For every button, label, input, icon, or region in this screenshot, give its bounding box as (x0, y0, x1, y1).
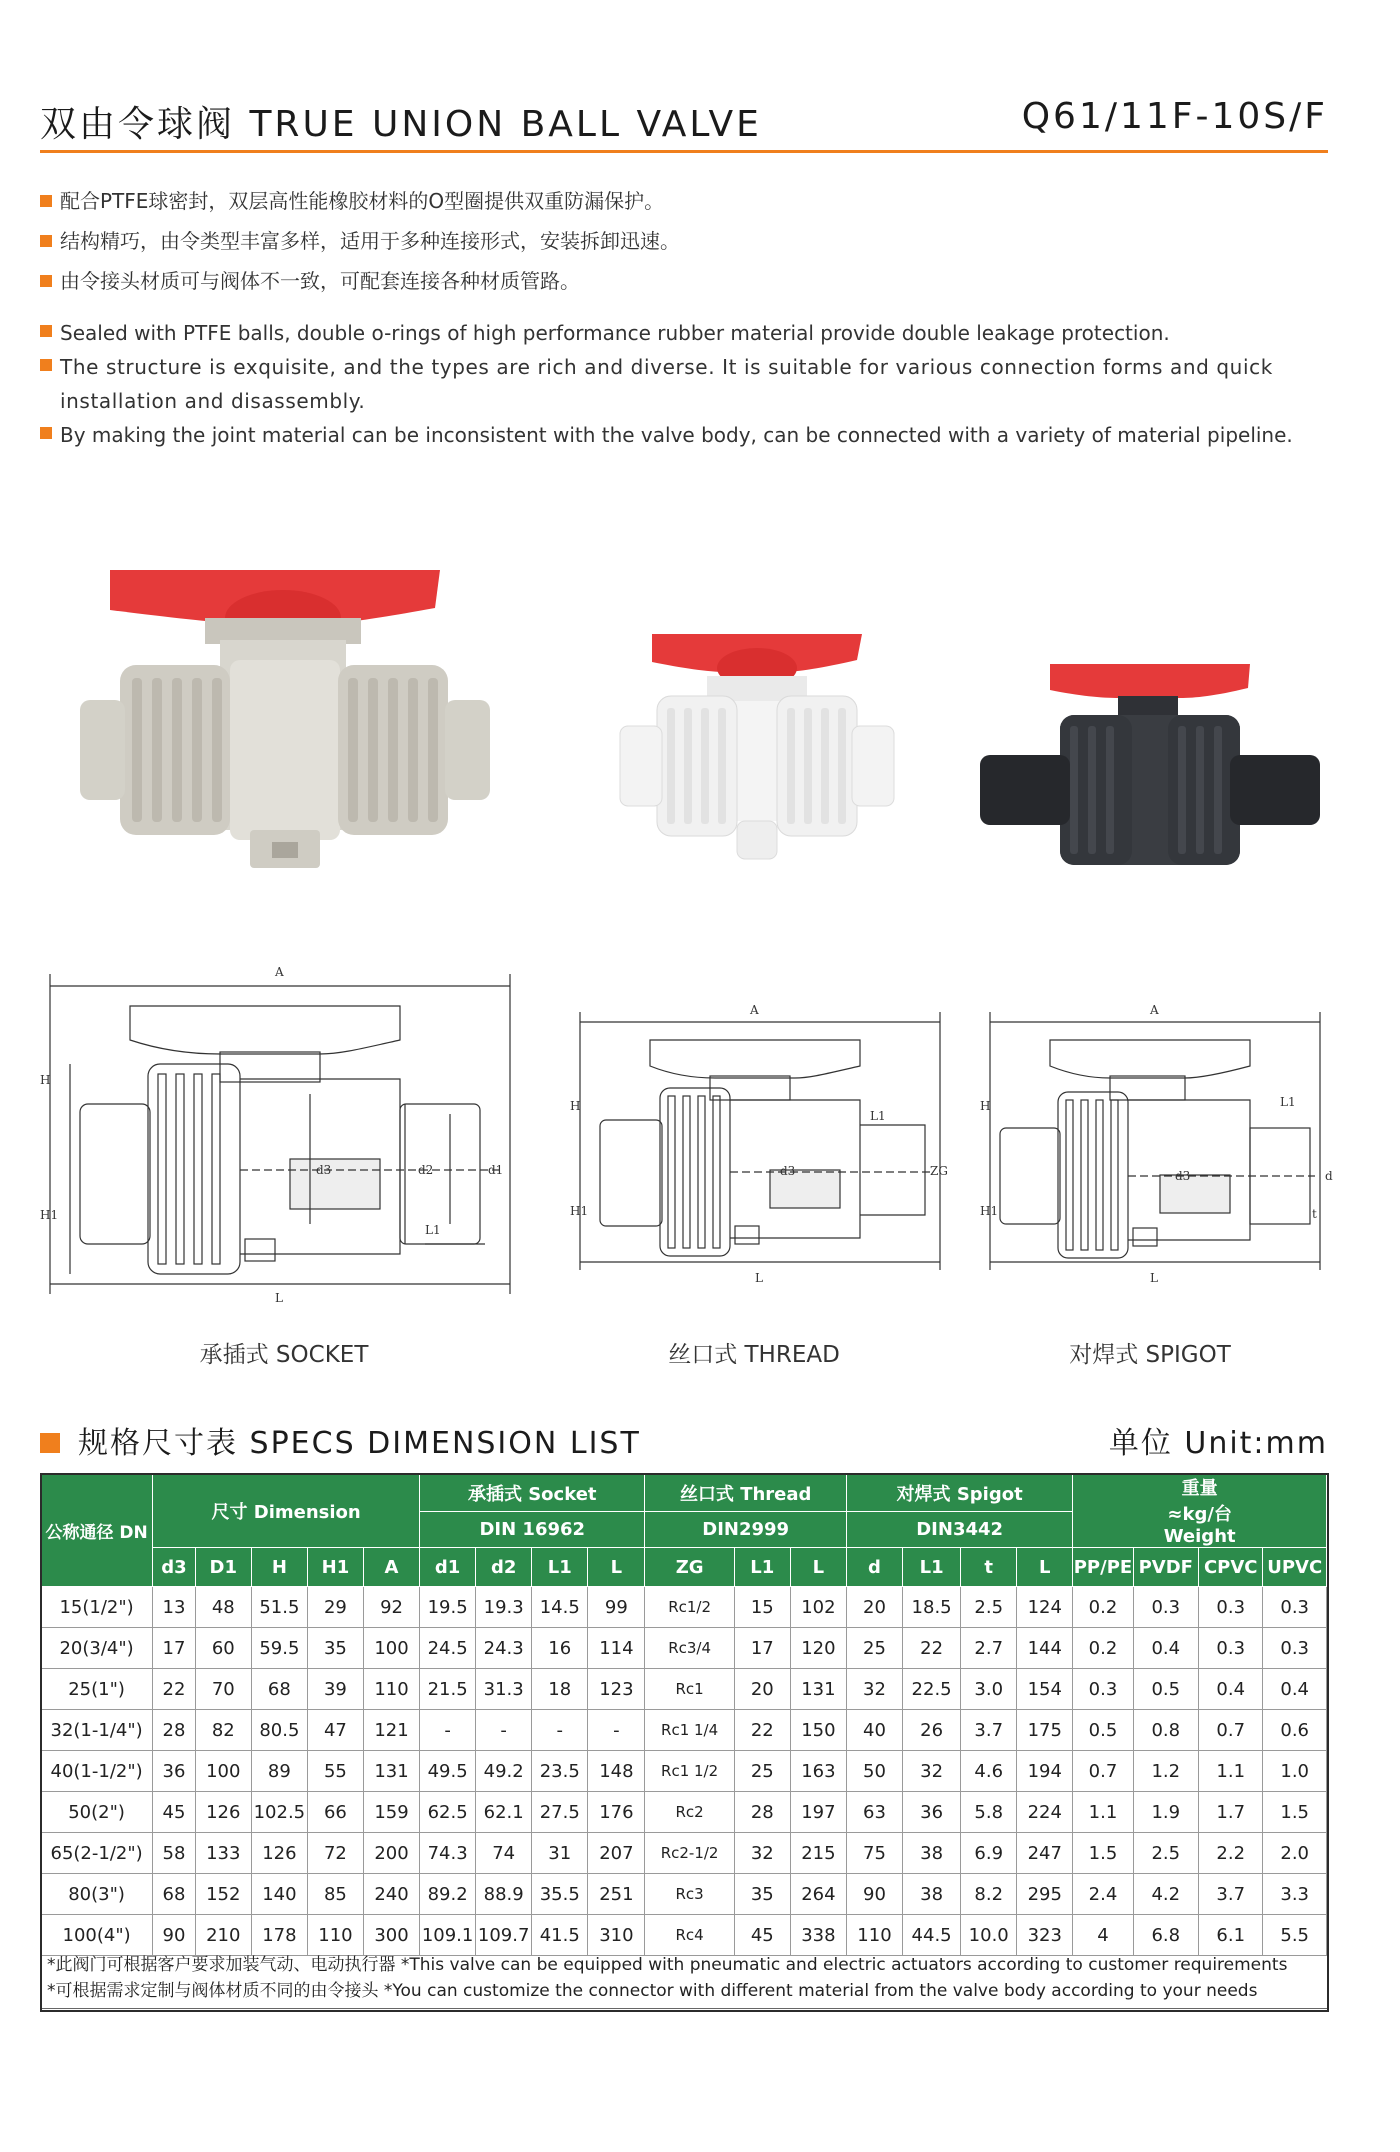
table-cell: 74 (476, 1833, 532, 1874)
bullet-square-icon (40, 195, 52, 207)
table-cell: 21.5 (420, 1669, 476, 1710)
table-cell: 131 (790, 1669, 846, 1710)
table-cell: 23.5 (532, 1751, 588, 1792)
table-cell: 85 (307, 1874, 363, 1915)
table-cell: 323 (1017, 1915, 1073, 1956)
table-cell: 50 (846, 1751, 902, 1792)
table-cell: 175 (1017, 1710, 1073, 1751)
dim-ZG-label: ZG (930, 1164, 948, 1178)
table-cell: 17 (153, 1628, 196, 1669)
table-cell: 0.3 (1263, 1587, 1327, 1628)
table-row (41, 1751, 1327, 1792)
thread-caption: 丝口式 THREAD (668, 1342, 840, 1368)
table-cell: 109.1 (420, 1915, 476, 1956)
table-cell: 194 (1017, 1751, 1073, 1792)
table-cell: 2.2 (1199, 1833, 1263, 1874)
section-square-icon (40, 1433, 60, 1453)
table-cell: 80.5 (251, 1710, 307, 1751)
table-cell: 29 (307, 1587, 363, 1628)
header-thread-std: DIN2999 (645, 1512, 847, 1548)
table-cell: 24.3 (476, 1628, 532, 1669)
table-cell: 215 (790, 1833, 846, 1874)
table-cell: 1.1 (1199, 1751, 1263, 1792)
dim-H1-label: H1 (40, 1208, 59, 1222)
dim-A-label: A (750, 1003, 759, 1017)
column-header: d3 (153, 1548, 196, 1587)
table-cell: 75 (846, 1833, 902, 1874)
table-cell: 25(1") (41, 1669, 153, 1710)
table-cell: 300 (363, 1915, 419, 1956)
dim-L1-label: L1 (425, 1223, 441, 1237)
table-cell: 63 (846, 1792, 902, 1833)
table-cell: 25 (734, 1751, 790, 1792)
table-cell: 32 (734, 1833, 790, 1874)
table-cell: 126 (195, 1792, 251, 1833)
table-cell: 35.5 (532, 1874, 588, 1915)
table-cell: 89 (251, 1751, 307, 1792)
table-cell: 2.7 (961, 1628, 1017, 1669)
table-cell: 150 (790, 1710, 846, 1751)
column-header: PP/PE (1073, 1548, 1133, 1587)
table-cell: 6.9 (961, 1833, 1017, 1874)
table-cell: 1.5 (1263, 1792, 1327, 1833)
table-cell: 2.4 (1073, 1874, 1133, 1915)
table-cell: 0.7 (1073, 1751, 1133, 1792)
specs-notes (40, 1948, 1329, 2009)
table-cell: 4 (1073, 1915, 1133, 1956)
table-cell: 27.5 (532, 1792, 588, 1833)
column-header: d1 (420, 1548, 476, 1587)
table-cell: 70 (195, 1669, 251, 1710)
dim-L-label: L (755, 1271, 763, 1285)
table-cell: 131 (363, 1751, 419, 1792)
table-cell: 100(4") (41, 1915, 153, 1956)
table-cell: 28 (153, 1710, 196, 1751)
table-cell: 154 (1017, 1669, 1073, 1710)
table-cell: 68 (153, 1874, 196, 1915)
column-header: L1 (903, 1548, 961, 1587)
table-cell: 31.3 (476, 1669, 532, 1710)
table-cell: 338 (790, 1915, 846, 1956)
table-cell: 1.0 (1263, 1751, 1327, 1792)
column-header: H1 (307, 1548, 363, 1587)
header-dn: 公称通径 DN (41, 1474, 153, 1587)
table-cell: 15 (734, 1587, 790, 1628)
table-cell: 3.7 (961, 1710, 1017, 1751)
table-cell: 8.2 (961, 1874, 1017, 1915)
table-cell: 19.5 (420, 1587, 476, 1628)
column-header: L (1017, 1548, 1073, 1587)
table-cell: 4.2 (1133, 1874, 1198, 1915)
table-cell: 31 (532, 1833, 588, 1874)
header-weight: 重量 ≈kg/台 Weight (1073, 1474, 1327, 1548)
table-cell: 62.1 (476, 1792, 532, 1833)
table-cell: 48 (195, 1587, 251, 1628)
table-cell: - (420, 1710, 476, 1751)
table-cell: 5.8 (961, 1792, 1017, 1833)
feature-item: By making the joint material can be inconsistent with the valve body, can be connected with a variety of material pipeline. (40, 418, 1350, 452)
table-cell: 2.0 (1263, 1833, 1327, 1874)
column-header: A (363, 1548, 419, 1587)
table-cell: 22 (153, 1669, 196, 1710)
table-cell: 6.8 (1133, 1915, 1198, 1956)
table-cell: 0.6 (1263, 1710, 1327, 1751)
table-cell: 18.5 (903, 1587, 961, 1628)
table-cell: 200 (363, 1833, 419, 1874)
table-cell: 32(1-1/4") (41, 1710, 153, 1751)
table-cell: 82 (195, 1710, 251, 1751)
specs-title: 规格尺寸表 SPECS DIMENSION LIST (40, 1418, 641, 1462)
dim-d1-label: d1 (488, 1163, 504, 1177)
note-custom-connector: *可根据需求定制与阀体材质不同的由令接头 *You can customize the connector with different material from the valve body according to your needs (47, 1981, 1258, 2001)
table-cell: 124 (1017, 1587, 1073, 1628)
table-cell: 68 (251, 1669, 307, 1710)
table-cell: 44.5 (903, 1915, 961, 1956)
header-socket-std: DIN 16962 (420, 1512, 645, 1548)
spigot-diagram (980, 1000, 1350, 1290)
dim-t-label: t (1312, 1207, 1317, 1221)
table-cell: 0.3 (1263, 1628, 1327, 1669)
table-cell: 0.8 (1133, 1710, 1198, 1751)
table-cell: 126 (251, 1833, 307, 1874)
table-cell: 0.5 (1073, 1710, 1133, 1751)
table-cell: 176 (588, 1792, 645, 1833)
dim-H-label: H (980, 1099, 991, 1113)
table-cell: 13 (153, 1587, 196, 1628)
column-header: UPVC (1263, 1548, 1327, 1587)
table-cell: 3.3 (1263, 1874, 1327, 1915)
table-cell: 92 (363, 1587, 419, 1628)
table-cell: - (476, 1710, 532, 1751)
table-cell: 0.5 (1133, 1669, 1198, 1710)
table-row (41, 1874, 1327, 1915)
table-cell: 1.9 (1133, 1792, 1198, 1833)
table-row (41, 1669, 1327, 1710)
table-cell: 60 (195, 1628, 251, 1669)
table-cell: 1.2 (1133, 1751, 1198, 1792)
table-cell: 295 (1017, 1874, 1073, 1915)
table-cell: 10.0 (961, 1915, 1017, 1956)
header-spigot-std: DIN3442 (846, 1512, 1072, 1548)
column-header: d2 (476, 1548, 532, 1587)
spigot-caption: 对焊式 SPIGOT (1069, 1342, 1231, 1368)
specs-table (40, 1473, 1327, 1956)
table-cell: - (588, 1710, 645, 1751)
table-cell: 25 (846, 1628, 902, 1669)
dim-H-label: H (40, 1073, 51, 1087)
dim-d3-label: d3 (780, 1164, 796, 1178)
note-actuator: *此阀门可根据客户要求加装气动、电动执行器 *This valve can be equipped with pneumatic and electric actuators according to customer requirements (47, 1955, 1288, 1975)
table-cell: 35 (734, 1874, 790, 1915)
table-cell: 114 (588, 1628, 645, 1669)
bullet-square-icon (40, 359, 52, 371)
pvdf-valve-photo (612, 626, 902, 886)
table-cell: 50(2") (41, 1792, 153, 1833)
table-cell: 45 (153, 1792, 196, 1833)
table-cell: 102 (790, 1587, 846, 1628)
table-cell: 88.9 (476, 1874, 532, 1915)
table-cell: 210 (195, 1915, 251, 1956)
dim-L-label: L (275, 1291, 283, 1305)
table-cell: 20 (846, 1587, 902, 1628)
table-cell: 178 (251, 1915, 307, 1956)
table-cell: 100 (363, 1628, 419, 1669)
header-divider (40, 150, 1328, 153)
dim-A-label: A (275, 965, 284, 979)
table-cell: 0.7 (1199, 1710, 1263, 1751)
table-cell: 19.3 (476, 1587, 532, 1628)
table-cell: 100 (195, 1751, 251, 1792)
dim-L-label: L (1150, 1271, 1158, 1285)
table-cell: 22 (734, 1710, 790, 1751)
table-cell: 197 (790, 1792, 846, 1833)
thread-diagram (570, 1000, 950, 1290)
bullet-square-icon (40, 427, 52, 439)
table-row (41, 1792, 1327, 1833)
dim-A-label: A (1150, 1003, 1159, 1017)
column-header: PVDF (1133, 1548, 1198, 1587)
table-cell: 28 (734, 1792, 790, 1833)
bullet-square-icon (40, 235, 52, 247)
socket-caption: 承插式 SOCKET (199, 1342, 369, 1368)
header-thread: 丝口式 Thread (645, 1474, 847, 1512)
table-cell: 3.0 (961, 1669, 1017, 1710)
table-cell: 1.1 (1073, 1792, 1133, 1833)
table-cell: 148 (588, 1751, 645, 1792)
table-cell: 3.7 (1199, 1874, 1263, 1915)
table-cell: 0.3 (1199, 1587, 1263, 1628)
table-cell: 36 (903, 1792, 961, 1833)
column-header: d (846, 1548, 902, 1587)
dim-d2-label: d2 (418, 1163, 434, 1177)
table-cell: 58 (153, 1833, 196, 1874)
pp-valve-photo (80, 560, 490, 900)
table-row (41, 1587, 1327, 1628)
table-cell: 47 (307, 1710, 363, 1751)
table-row (41, 1833, 1327, 1874)
table-cell: 6.1 (1199, 1915, 1263, 1956)
table-cell: 15(1/2") (41, 1587, 153, 1628)
table-cell: 207 (588, 1833, 645, 1874)
table-cell: 40(1-1/2") (41, 1751, 153, 1792)
table-cell: 110 (307, 1915, 363, 1956)
dim-H1-label: H1 (980, 1204, 999, 1218)
table-cell: 40 (846, 1710, 902, 1751)
dim-L1-label: L1 (870, 1109, 886, 1123)
table-row (41, 1710, 1327, 1751)
table-cell: 123 (588, 1669, 645, 1710)
table-cell: 32 (903, 1751, 961, 1792)
table-cell: 102.5 (251, 1792, 307, 1833)
table-cell: Rc4 (645, 1915, 734, 1956)
table-cell: Rc1/2 (645, 1587, 734, 1628)
column-header: D1 (195, 1548, 251, 1587)
table-cell: 22 (903, 1628, 961, 1669)
table-cell: Rc1 (645, 1669, 734, 1710)
table-cell: 14.5 (532, 1587, 588, 1628)
table-cell: 38 (903, 1833, 961, 1874)
table-cell: 62.5 (420, 1792, 476, 1833)
table-cell: 140 (251, 1874, 307, 1915)
table-cell: 110 (363, 1669, 419, 1710)
bullet-square-icon (40, 275, 52, 287)
table-cell: 144 (1017, 1628, 1073, 1669)
table-cell: 0.2 (1073, 1628, 1133, 1669)
feature-item: Sealed with PTFE balls, double o-rings of high performance rubber material provide double leakage protection. (40, 316, 1350, 350)
table-cell: 159 (363, 1792, 419, 1833)
dim-H1-label: H1 (570, 1204, 589, 1218)
dim-d3-label: d3 (1175, 1169, 1191, 1183)
header-spigot: 对焊式 Spigot (846, 1474, 1072, 1512)
table-cell: 152 (195, 1874, 251, 1915)
table-cell: 2.5 (961, 1587, 1017, 1628)
table-cell: 18 (532, 1669, 588, 1710)
model-number: Q61/11F-10S/F (1021, 96, 1328, 137)
table-cell: 109.7 (476, 1915, 532, 1956)
dim-L1-label: L1 (1280, 1095, 1296, 1109)
bullet-square-icon (40, 325, 52, 337)
column-header: H (251, 1548, 307, 1587)
table-cell: Rc1 1/4 (645, 1710, 734, 1751)
table-cell: 0.2 (1073, 1587, 1133, 1628)
table-cell: 45 (734, 1915, 790, 1956)
column-header: L (588, 1548, 645, 1587)
feature-list-cn (40, 186, 1350, 306)
table-cell: 22.5 (903, 1669, 961, 1710)
table-cell: 59.5 (251, 1628, 307, 1669)
header-socket: 承插式 Socket (420, 1474, 645, 1512)
table-cell: 0.4 (1133, 1628, 1198, 1669)
table-cell: 26 (903, 1710, 961, 1751)
table-cell: 36 (153, 1751, 196, 1792)
column-header: L (790, 1548, 846, 1587)
page-header (40, 88, 1328, 152)
table-cell: 0.3 (1073, 1669, 1133, 1710)
table-cell: 80(3") (41, 1874, 153, 1915)
table-cell: 55 (307, 1751, 363, 1792)
table-cell: 51.5 (251, 1587, 307, 1628)
table-cell: 133 (195, 1833, 251, 1874)
table-cell: 2.5 (1133, 1833, 1198, 1874)
specs-body (41, 1587, 1327, 1956)
table-cell: 5.5 (1263, 1915, 1327, 1956)
table-cell: 89.2 (420, 1874, 476, 1915)
table-cell: 0.4 (1263, 1669, 1327, 1710)
table-cell: 66 (307, 1792, 363, 1833)
table-cell: 240 (363, 1874, 419, 1915)
column-header: t (961, 1548, 1017, 1587)
table-cell: 224 (1017, 1792, 1073, 1833)
table-cell: 16 (532, 1628, 588, 1669)
table-cell: 39 (307, 1669, 363, 1710)
table-cell: 121 (363, 1710, 419, 1751)
dim-d3-label: d3 (316, 1163, 332, 1177)
table-cell: 247 (1017, 1833, 1073, 1874)
feature-item: 配合PTFE球密封，双层高性能橡胶材料的O型圈提供双重防漏保护。 (40, 186, 1350, 216)
column-header: L1 (734, 1548, 790, 1587)
table-cell: 264 (790, 1874, 846, 1915)
column-header: ZG (645, 1548, 734, 1587)
feature-item: 由令接头材质可与阀体不一致，可配套连接各种材质管路。 (40, 266, 1350, 296)
pvc-valve-photo (980, 660, 1320, 870)
column-header-row (41, 1548, 1327, 1587)
table-cell: 163 (790, 1751, 846, 1792)
table-cell: 4.6 (961, 1751, 1017, 1792)
column-header: CPVC (1199, 1548, 1263, 1587)
table-cell: 41.5 (532, 1915, 588, 1956)
page-title: 双由令球阀 TRUE UNION BALL VALVE (40, 104, 762, 145)
table-cell: 49.2 (476, 1751, 532, 1792)
table-row (41, 1628, 1327, 1669)
table-cell: Rc3/4 (645, 1628, 734, 1669)
table-cell: 49.5 (420, 1751, 476, 1792)
table-cell: 99 (588, 1587, 645, 1628)
socket-diagram (40, 954, 520, 1314)
table-cell: 32 (846, 1669, 902, 1710)
dim-d-label: d (1325, 1169, 1333, 1183)
table-cell: 20(3/4") (41, 1628, 153, 1669)
table-cell: 17 (734, 1628, 790, 1669)
table-cell: Rc2-1/2 (645, 1833, 734, 1874)
table-cell: 1.5 (1073, 1833, 1133, 1874)
table-cell: 38 (903, 1874, 961, 1915)
table-cell: 0.3 (1133, 1587, 1198, 1628)
table-cell: Rc1 1/2 (645, 1751, 734, 1792)
table-cell: 20 (734, 1669, 790, 1710)
table-cell: 24.5 (420, 1628, 476, 1669)
table-cell: 310 (588, 1915, 645, 1956)
table-cell: 74.3 (420, 1833, 476, 1874)
table-cell: 110 (846, 1915, 902, 1956)
table-cell: 0.3 (1199, 1628, 1263, 1669)
table-cell: 1.7 (1199, 1792, 1263, 1833)
table-cell: 120 (790, 1628, 846, 1669)
table-cell: - (532, 1710, 588, 1751)
table-cell: 90 (846, 1874, 902, 1915)
specs-unit: 单位 Unit:mm (1108, 1426, 1328, 1461)
table-cell: 0.4 (1199, 1669, 1263, 1710)
table-cell: 251 (588, 1874, 645, 1915)
table-cell: Rc3 (645, 1874, 734, 1915)
table-cell: Rc2 (645, 1792, 734, 1833)
feature-item: 结构精巧，由令类型丰富多样，适用于多种连接形式，安装拆卸迅速。 (40, 226, 1350, 256)
table-cell: 90 (153, 1915, 196, 1956)
feature-list-en (40, 316, 1350, 452)
feature-item: The structure is exquisite, and the types are rich and diverse. It is suitable for various connection forms and quick installation and disassembly. (40, 350, 1350, 418)
column-header: L1 (532, 1548, 588, 1587)
dim-H-label: H (570, 1099, 581, 1113)
table-cell: 65(2-1/2") (41, 1833, 153, 1874)
header-dimension: 尺寸 Dimension (153, 1474, 420, 1548)
table-cell: 72 (307, 1833, 363, 1874)
table-cell: 35 (307, 1628, 363, 1669)
